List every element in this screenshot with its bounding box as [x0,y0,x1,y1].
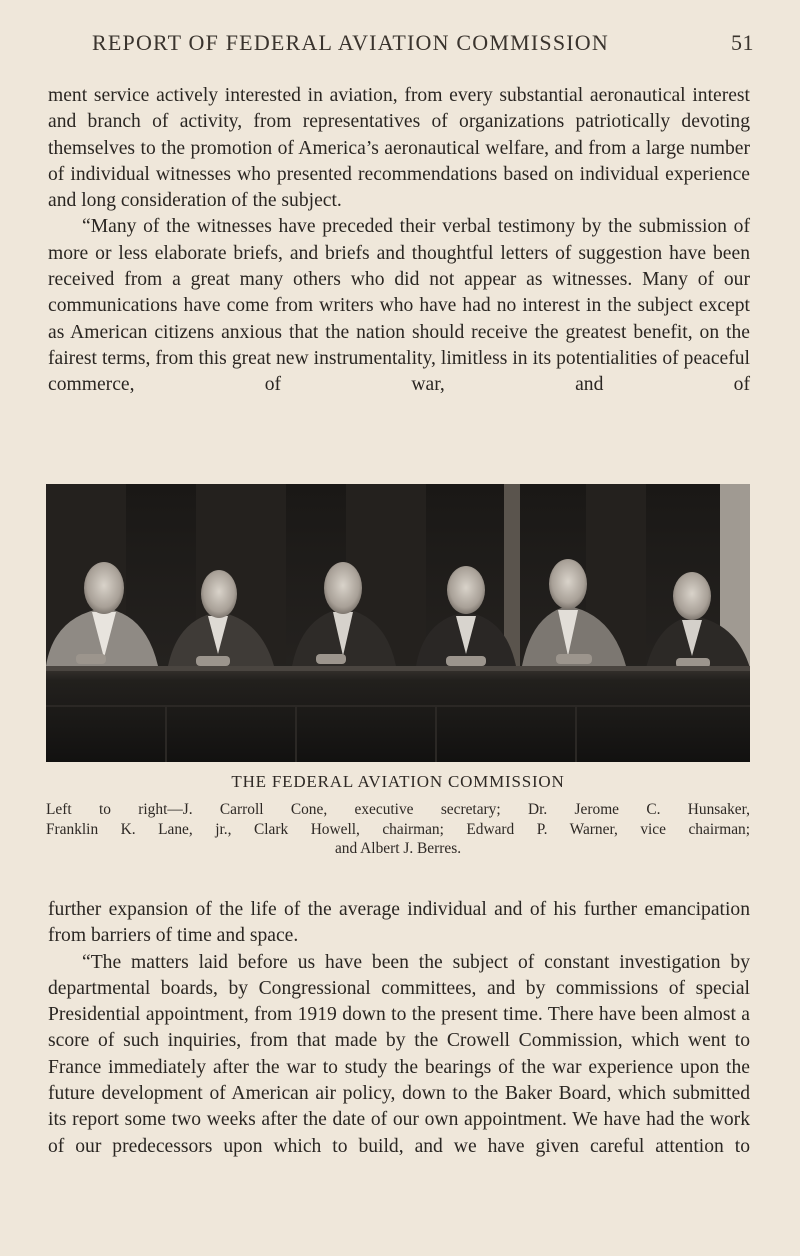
bottom-paragraph-quote: “The matters laid before us have been the subject of constant investigation by departmental boards, by Congressional committees, and by commissions of special Presidential appointment, from 1919 down to the present time. There have been almost a score of such inquiries, from that made by the Crowell Commission, which went to France immediately after the war to study the bearings of the war experience upon the future development of American air policy, down to the Baker Board, which submitted its report some two weeks after the date of our own appointment. We have had the work of our predecessors upon which to build, and we have given careful attention to [48,951,750,1157]
photo-illustration [46,484,750,762]
running-head [92,30,754,60]
running-head-title: REPORT OF FEDERAL AVIATION COMMISSION [92,30,609,55]
caption-line-3: and Albert J. Berres. [334,840,462,857]
photo-caption [46,800,750,859]
top-paragraph-quote: “Many of the witnesses have preceded their verbal testimony by the submission of more or less elaborate briefs, and briefs and thoughtful letters of suggestion have been received from a great many others who did not appear as witnesses. Many of our communications have come from writers who have had no interest in the subject except as American citizens anxious that the nation should receive the greatest benefit, on the fairest terms, from this great new instrumentality, limitless in its potentialities of peaceful commerce, of war, and of [48,216,750,396]
commission-photograph [46,484,750,762]
page-number: 51 [731,30,754,55]
top-paragraph-continued: ment service actively interested in aviation, from every substantial aeronautical interest and branch of activity, from representatives of organizations patriotically devoting themselves to the promotion of America’s aeronautical welfare, and from a large number of individual witnesses who presented recommendations based on individual experience and long consideration of the subject. [48,85,750,212]
caption-line-2: Franklin K. Lane, jr., Clark Howell, chairman; Edward P. Warner, vice chairman; [46,820,750,838]
bottom-paragraph-continued: further expansion of the life of the average individual and of his further emancipation from barriers of time and space. [48,899,750,947]
caption-line-1: Left to right—J. Carroll Cone, executive secretary; Dr. Jerome C. Hunsaker, [46,801,750,818]
bottom-text-block [48,897,750,1160]
top-text-block [48,83,750,399]
photo-caption-title: THE FEDERAL AVIATION COMMISSION [231,772,565,791]
